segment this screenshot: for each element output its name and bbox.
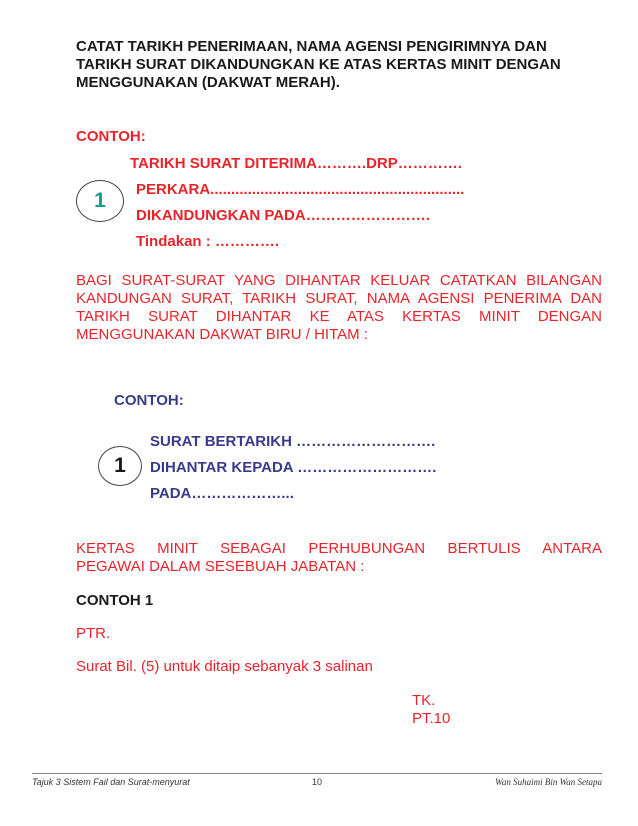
example2-number-circle: 1 — [98, 446, 142, 486]
example3-heading: CONTOH 1 — [76, 592, 154, 609]
example2-heading: CONTOH: — [114, 392, 184, 409]
example2-on-line: PADA………………... — [150, 485, 294, 502]
example1-action-line: Tindakan : …………. — [136, 233, 280, 250]
example1-number-circle: 1 — [76, 180, 124, 222]
paragraph3-line-1: KERTAS MINIT SEBAGAI PERHUBUNGAN BERTULIS ANTARA — [76, 540, 602, 557]
example2-sent-to-line: DIHANTAR KEPADA ………………………. — [150, 459, 437, 476]
paragraph2-line-1: BAGI SURAT-SURAT YANG DIHANTAR KELUAR CATATKAN BILANGAN — [76, 272, 602, 289]
example1-heading: CONTOH: — [76, 128, 146, 145]
intro-line-3: MENGGUNAKAN (DAKWAT MERAH). — [76, 74, 340, 91]
example3-signature-code: PT.10 — [412, 710, 451, 727]
footer-divider — [32, 773, 602, 774]
example3-ptr-line: PTR. — [76, 625, 111, 642]
intro-line-2: TARIKH SURAT DIKANDUNGKAN KE ATAS KERTAS MINIT DENGAN — [76, 56, 561, 73]
example1-received-line: TARIKH SURAT DITERIMA……….DRP…………. — [130, 155, 462, 172]
footer-page-number: 10 — [312, 777, 323, 787]
paragraph3-line-2: PEGAWAI DALAM SESEBUAH JABATAN : — [76, 558, 365, 575]
footer-author: Wan Suhaimi Bin Wan Setapa — [495, 777, 602, 787]
paragraph2-line-4: MENGGUNAKAN DAKWAT BIRU / HITAM : — [76, 326, 368, 343]
intro-line-1: CATAT TARIKH PENERIMAAN, NAMA AGENSI PENGIRIMNYA DAN — [76, 38, 547, 55]
paragraph2-line-2: KANDUNGAN SURAT, TARIKH SURAT, NAMA AGENSI PENERIMA DAN — [76, 290, 602, 307]
example3-signature-initials: TK. — [412, 692, 436, 709]
example3-instruction-line: Surat Bil. (5) untuk ditaip sebanyak 3 salinan — [76, 658, 373, 675]
example1-contained-line: DIKANDUNGKAN PADA……………………. — [136, 207, 430, 224]
example2-dated-line: SURAT BERTARIKH ………………………. — [150, 433, 436, 450]
paragraph2-line-3: TARIKH SURAT DIHANTAR KE ATAS KERTAS MINIT DENGAN — [76, 308, 602, 325]
example1-subject-line: PERKARA............................................................. — [136, 181, 465, 198]
footer-chapter-title: Tajuk 3 Sistem Fail dan Surat-menyurat — [32, 777, 190, 787]
